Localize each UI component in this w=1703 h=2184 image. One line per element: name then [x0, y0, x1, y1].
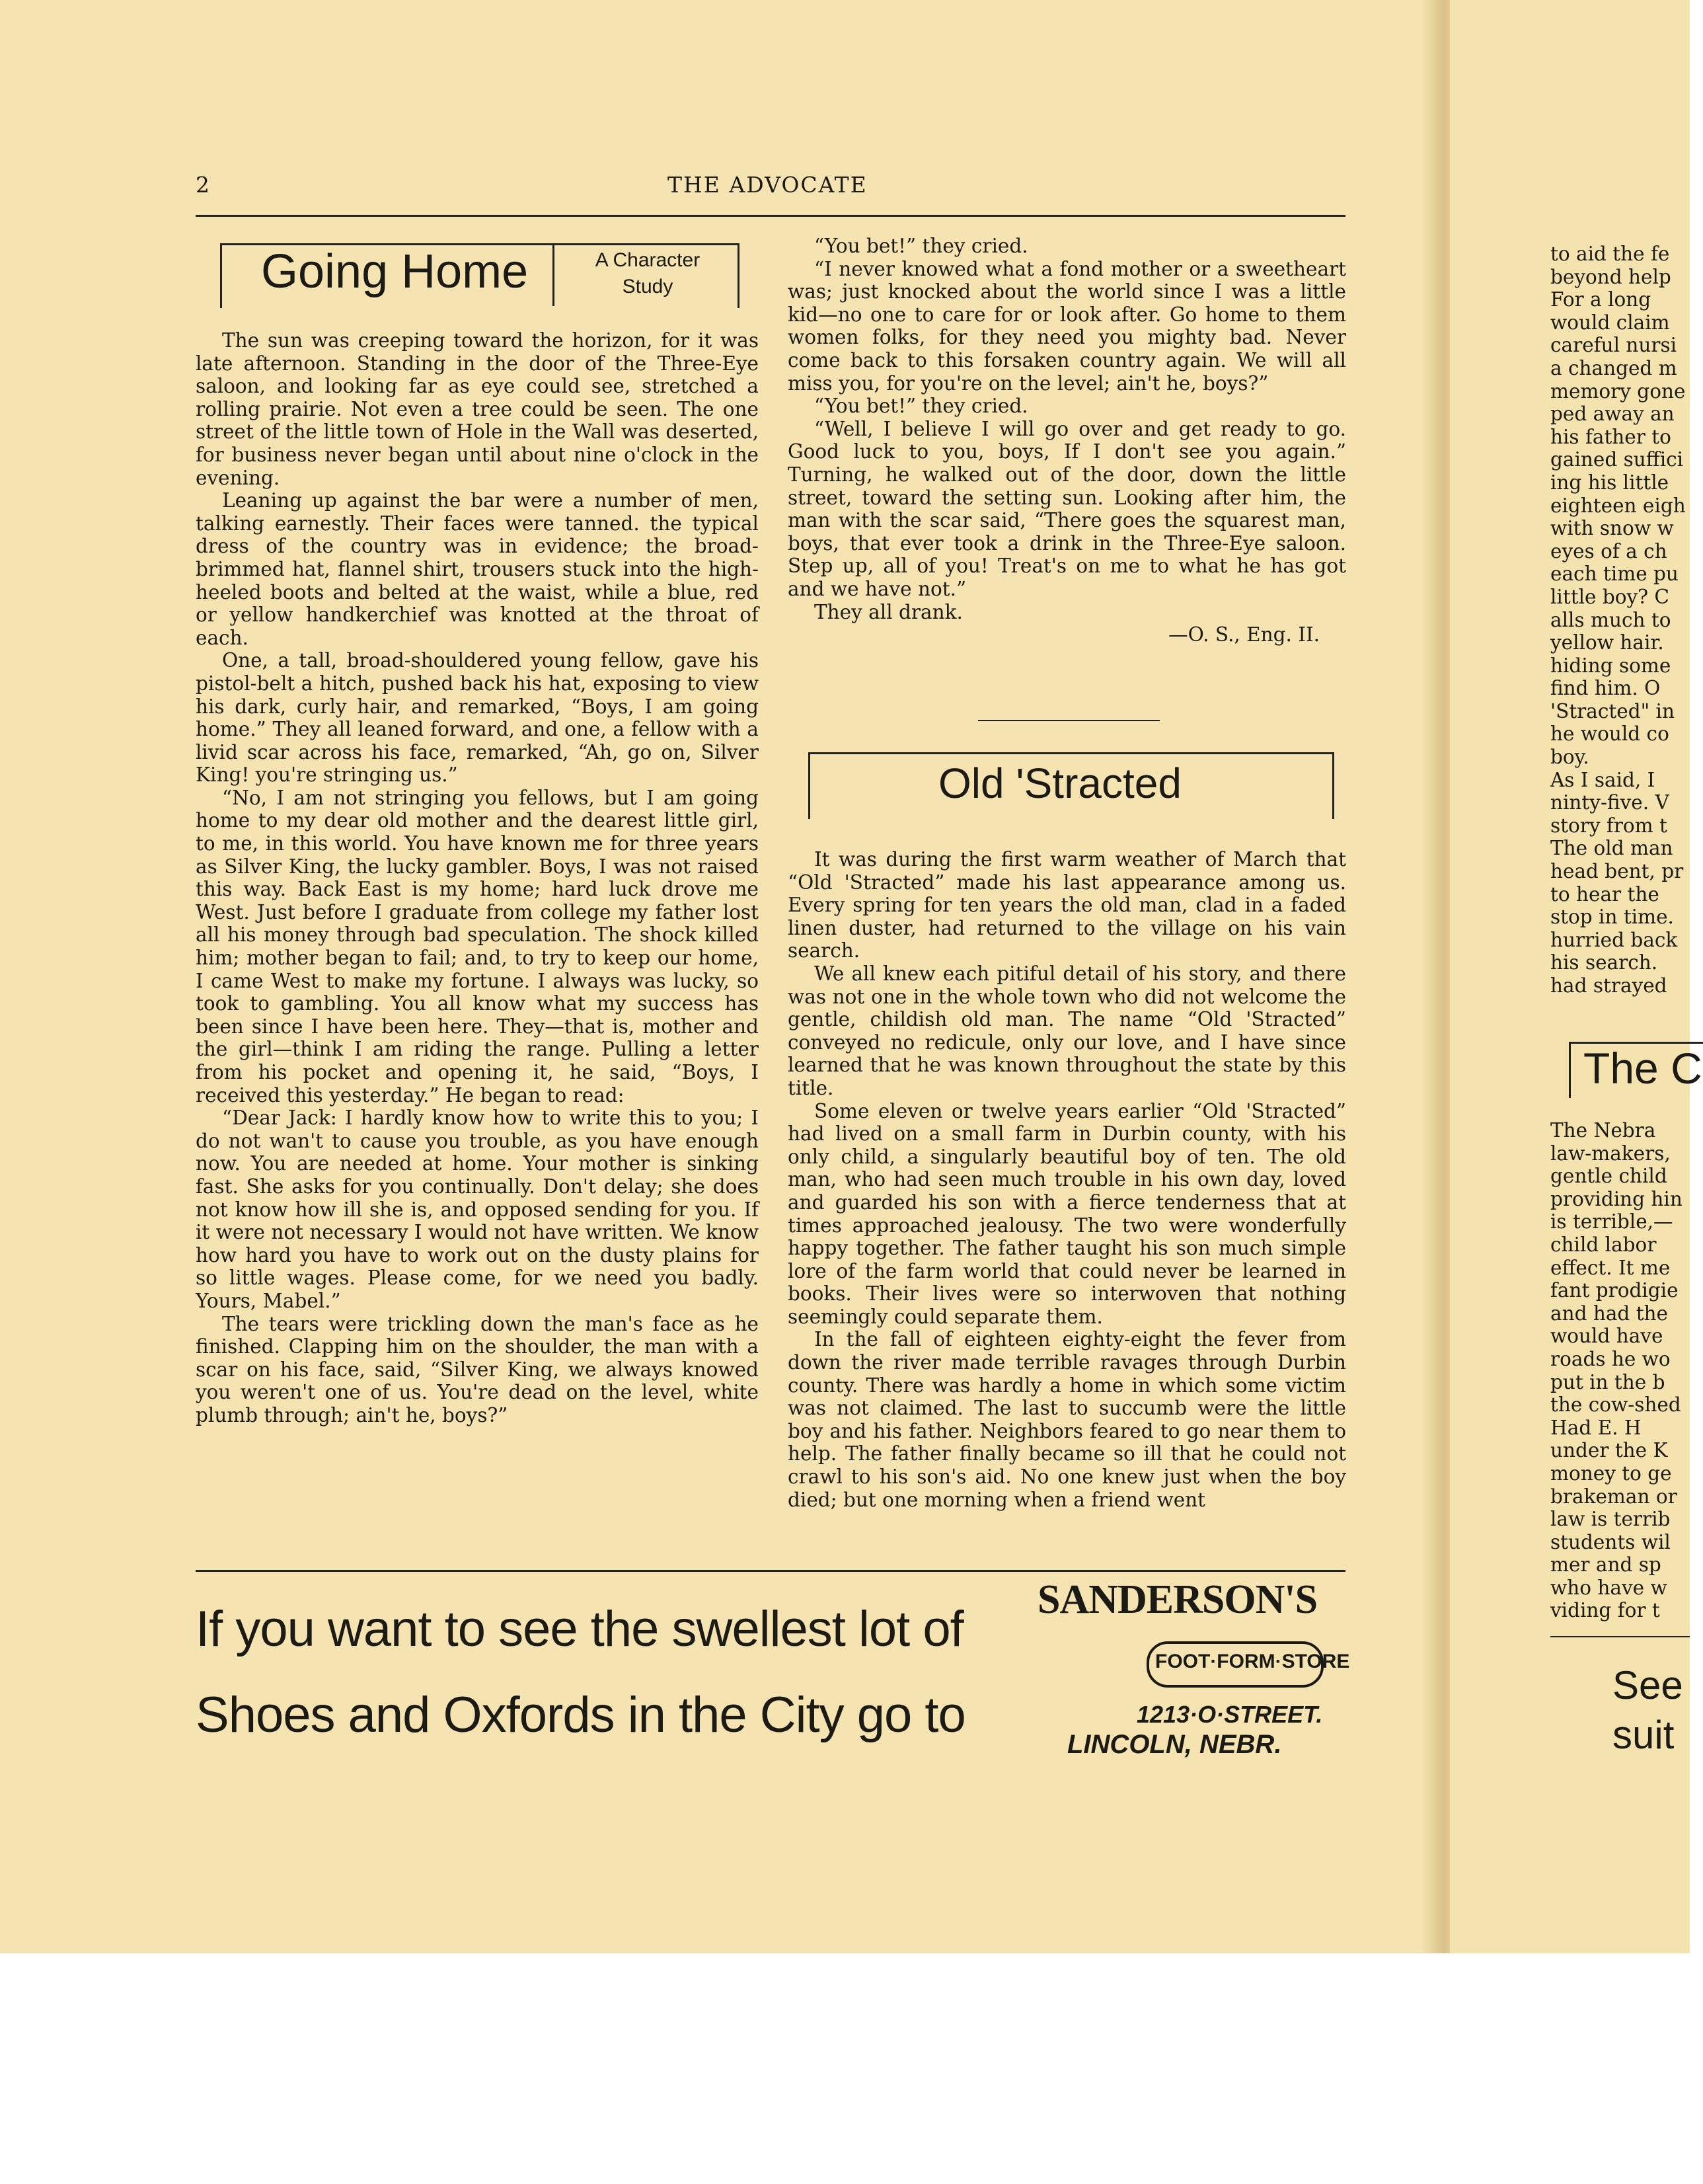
paragraph: Some eleven or twelve years earlier “Old 'Stracted” had lived on a small farm in Durbin county, with his only child, a singularly beautiful boy of ten. The old man, who had seen much trouble in his own day, loved and guarded his son with a fierce tenderness that at times approached jealousy. The two were wonderfully happy together. The father taught his son much simple lore of the farm world that could never be learned in books. Their lives were so interwoven that nothing seemingly could separate them. [788, 1099, 1346, 1328]
subtitle-line-1: A Character [595, 249, 700, 271]
next-page-line: money to ge [1550, 1462, 1672, 1485]
next-page-line: who have w [1550, 1576, 1667, 1599]
next-page-line: put in the b [1550, 1370, 1665, 1393]
next-page-line: roads he wo [1550, 1347, 1671, 1370]
next-page-line: yellow hair. [1550, 631, 1664, 654]
next-page-line: stop in time. [1550, 906, 1674, 929]
story-column-right-top [788, 235, 1346, 646]
next-page-line: students wil [1550, 1530, 1671, 1553]
next-page-ad-1: See [1612, 1663, 1683, 1707]
next-page-line: hiding some [1550, 654, 1671, 677]
next-page-line: effect. It me [1550, 1256, 1671, 1279]
next-page-line: alls much to [1550, 608, 1671, 631]
next-page-ad-rule [1550, 1636, 1690, 1637]
logo-brand: SANDERSON'S [1038, 1577, 1318, 1622]
next-page-line: 'Stracted" in [1550, 699, 1675, 722]
paragraph: In the fall of eighteen eighty-eight the fever from down the river made terrible ravages through Durbin county. There was hardly a home in which some victim was not claimed. The last to succumb were the little boy and his father. Neighbors feared to go near them to help. The father finally became so ill that he could not crawl to his son's aid. No one knew just when the boy died; but one morning when a friend went [788, 1328, 1346, 1511]
next-page-line: providing hin [1550, 1187, 1683, 1210]
logo-city: LINCOLN, NEBR. [1067, 1730, 1282, 1759]
next-page-line: his search. [1550, 951, 1658, 974]
paragraph: “You bet!” they cried. [814, 235, 1028, 257]
next-page-line: the cow-shed [1550, 1393, 1681, 1417]
next-page-line: boy. [1550, 746, 1589, 769]
next-page-line: eyes of a ch [1550, 539, 1667, 563]
page-number: 2 [196, 172, 209, 198]
next-page-line: ped away an [1550, 403, 1675, 426]
next-page-line: beyond help [1550, 265, 1671, 288]
story-column-left [196, 329, 759, 1427]
paragraph: One, a tall, broad-shouldered young fellow, gave his pistol-belt a hitch, pushed back his hat, exposing to view his dark, curly hair, and remarked, “Boys, I am going home.” They all leaned forward, and one, a fellow with a livid scar across his face, remarked, “Ah, go on, Silver King! you're stringing us.” [196, 649, 759, 787]
next-page-line: with snow w [1550, 517, 1674, 540]
next-page-line: gained suffici [1550, 448, 1684, 471]
paragraph: “I never knowed what a fond mother or a sweetheart was; just knocked about the world since I was a little kid—no one to care for or look after. Go home to them women folks, for they need you mighty bad. Never come back to this forsaken country again. We will all miss you, for you're on the level; ain't he, boys?” [788, 257, 1346, 395]
next-page-line: his father to [1550, 425, 1671, 448]
next-page-line: mer and sp [1550, 1553, 1661, 1577]
next-page-line: fant prodigie [1550, 1279, 1679, 1302]
paragraph: It was during the first warm weather of March that “Old 'Stracted” made his last appearance among us. Every spring for ten years the old man, clad in a faded linen duster, had returned to the village on his vain search. [788, 848, 1346, 962]
next-page-line: and had the [1550, 1302, 1669, 1325]
next-page-line: law is terrib [1550, 1508, 1671, 1531]
story2-title: Old 'Stracted [938, 760, 1182, 807]
next-page-line: For a long [1550, 288, 1651, 311]
next-page-line: The Nebra [1550, 1119, 1656, 1142]
next-page-line: he would co [1550, 722, 1669, 746]
next-page-line: is terrible,— [1550, 1210, 1673, 1233]
next-page-line: a changed m [1550, 356, 1677, 379]
paragraph: Leaning up against the bar were a number of men, talking earnestly. Their faces were tanned. the typical dress of the country was in evidence; the broad-brimmed hat, flannel shirt, trousers stuck into the high-heeled boots and belted at the waist, while a blue, red or yellow handkerchief was knotted at the throat of each. [196, 489, 759, 649]
next-page-line: gentle child [1550, 1165, 1667, 1188]
next-page-title: The C [1583, 1044, 1702, 1093]
story-title: Going Home [261, 245, 529, 298]
paragraph: The tears were trickling down the man's face as he finished. Clapping him on the shoulder, the man with a scar on his face, said, “Silver King, we always knowed you weren't one of us. You're dead on the level, white plumb through; ain't he, boys?” [196, 1312, 759, 1426]
next-page-line: find him. O [1550, 677, 1661, 700]
next-page-line: would have [1550, 1325, 1663, 1348]
byline: —O. S., Eng. II. [1168, 623, 1320, 646]
sanderson-logo [1038, 1577, 1348, 1775]
next-page-line: viding for t [1550, 1599, 1660, 1622]
next-page-line: Had E. H [1550, 1416, 1642, 1439]
next-page-column-2 [1550, 1119, 1696, 1622]
paragraph: We all knew each pitiful detail of his story, and there was not one in the whole town who did not welcome the gentle, childish old man. The name “Old 'Stracted” conveyed no redicule, only our love, and I have since learned that he was known throughout the state by this title. [788, 962, 1346, 1099]
ad-copy [196, 1586, 1035, 1758]
next-page-line: under the K [1550, 1439, 1668, 1462]
next-page-line: head bent, pr [1550, 860, 1684, 883]
subtitle-line-2: Study [622, 276, 673, 297]
next-page-line: to aid the fe [1550, 243, 1670, 265]
paragraph: “No, I am not stringing you fellows, but I am going home to my dear old mother and the dearest little girl, to me, in this world. You have known me for three years as Silver King, the lucky gambler. Boys, I was not raised this way. Back East is my home; hard luck drove me West. Just before I graduate from college my father lost all his money through bad speculation. The shock killed him; mother began to fail; and, to try to keep our home, I came West to make my fortune. I always was lucky, so took to gambling. You all know what my success has been since I have been here. They—that is, mother and the girl—think I am riding the range. Pulling a letter from his pocket and opening it, he said, “Boys, I received this yesterday.” He began to read: [196, 786, 759, 1107]
next-page-line: ninty-five. V [1550, 791, 1669, 814]
paragraph: “Well, I believe I will go over and get ready to go. Good luck to you, boys, If I don't see you again.” Turning, he walked out of the door, down the little street, toward the setting sun. Looking after him, the man with the scar said, “There goes the squarest man, boys, that ever took a drink in the Three-Eye saloon. Step up, all of you! Treat's on me to what he has got and we have not.” [788, 417, 1346, 600]
next-page-column [1550, 243, 1696, 997]
story2-column [788, 848, 1346, 1511]
ad-line-1: If you want to see the swellest lot of [196, 1601, 964, 1657]
next-page-line: child labor [1550, 1233, 1657, 1256]
next-page-line: As I said, I [1550, 768, 1655, 791]
next-page-ad-2: suit [1612, 1713, 1675, 1757]
next-page-line: memory gone [1550, 379, 1686, 403]
next-page-line: careful nursi [1550, 334, 1677, 357]
next-page-line: hurried back [1550, 928, 1678, 951]
next-page-line: little boy? C [1550, 585, 1669, 608]
story-separator [978, 720, 1160, 721]
next-page-line: law-makers, [1550, 1142, 1671, 1165]
title-box-divider [552, 243, 554, 306]
next-page-line: each time pu [1550, 563, 1679, 586]
masthead-title: THE ADVOCATE [667, 172, 868, 198]
paragraph: They all drank. [814, 600, 963, 623]
next-page-line: story from t [1550, 814, 1667, 837]
paragraph: “You bet!” they cried. [814, 395, 1028, 418]
next-page-line: eighteen eigh [1550, 494, 1686, 517]
next-page-line: had strayed [1550, 974, 1667, 997]
ad-line-2: Shoes and Oxfords in the City go to [196, 1687, 965, 1743]
next-page-line: The old man [1550, 837, 1673, 860]
next-page-line: ing his little [1550, 471, 1669, 494]
story-subtitle [568, 247, 727, 300]
paragraph: “Dear Jack: I hardly know how to write this to you; I do not wan't to cause you trouble, as you have enough now. You are needed at home. Your mother is sinking fast. She asks for you continually. Don't delay; she does not know how ill she is, and opposed sending for you. If it were not necessary I would not have written. We know how hard you have to work out on the dusty plains for so little wages. Please come, for we need you badly. Yours, Mabel.” [196, 1107, 759, 1312]
header-rule [196, 215, 1345, 217]
next-page-line: brakeman or [1550, 1485, 1677, 1508]
advertisement-rule [196, 1570, 1345, 1572]
next-page-line: to hear the [1550, 882, 1659, 906]
next-page-line: would claim [1550, 311, 1670, 334]
logo-store: FOOT·FORM·STORE [1155, 1651, 1350, 1672]
logo-address: 1213·O·STREET. [1137, 1701, 1323, 1728]
paragraph: The sun was creeping toward the horizon, for it was late afternoon. Standing in the door of the Three-Eye saloon, and looking far as eye could see, stretched a rolling prairie. Not even a tree could be seen. The one street of the little town of Hole in the Wall was deserted, for business never began until about nine o'clock in the evening. [196, 329, 759, 489]
